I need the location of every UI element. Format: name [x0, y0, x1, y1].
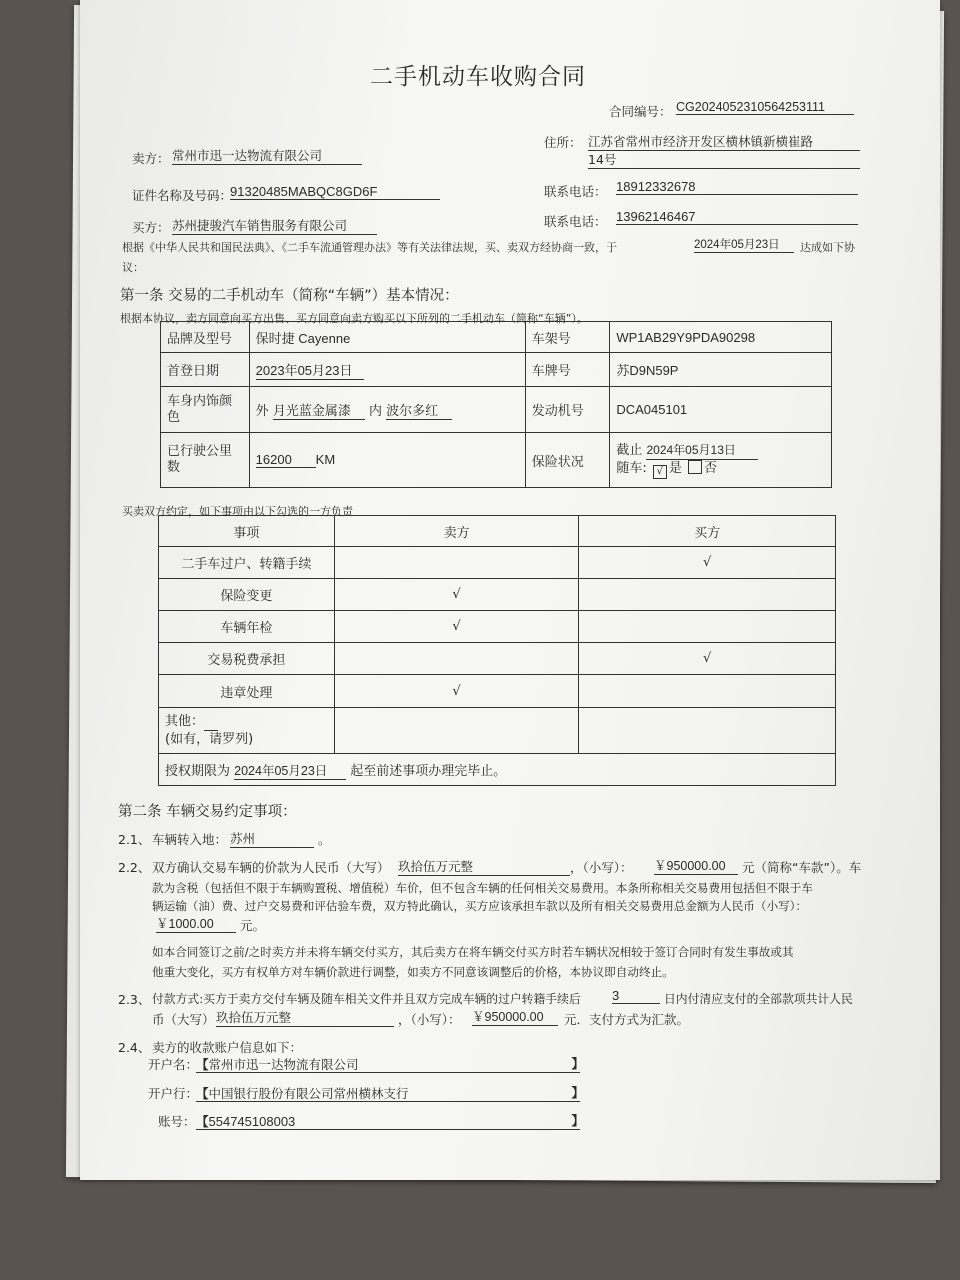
account-name-rbracket: 】: [571, 1056, 584, 1071]
mileage-value: 16200: [256, 452, 316, 468]
interior-prefix: 内: [368, 403, 382, 419]
insurance-yes-checkbox[interactable]: √: [653, 465, 667, 479]
account-no-lbracket: 【: [196, 1114, 209, 1129]
clause-2-4-title: 卖方的收款账户信息如下：: [152, 1040, 303, 1055]
intro-prefix: 根据《中华人民共和国民法典》、《二手车流通管理办法》等有关法律法规，买、卖双方经协商一致，于: [122, 241, 617, 254]
clause-2-3-a: 付款方式:买方于卖方交付车辆及随车相关文件并且双方完成车辆的过户转籍手续后: [152, 992, 581, 1006]
article1-note: 根据本协议，卖方同意向买方出售、买方同意向卖方购买以下所列的二手机动车（简称“车辆”）。: [120, 312, 588, 325]
reg-date-value: 2023年05月23日: [256, 360, 364, 380]
vin-value: WP1AB29Y9PDA90298: [610, 322, 832, 353]
clause-2-2-a: 双方确认交易车辆的价款为人民币（大写）: [152, 860, 390, 875]
clause-2-2-line3: 辆运输（油）费、过户交易费和评估验车费，双方特此确认，买方应该承担车款以及所有相关交易费用总金额为人民币（小写）：: [152, 899, 808, 913]
duty-buyer-mark: [579, 675, 836, 708]
bank-lbracket: 【: [196, 1086, 209, 1101]
bank-label: 开户行：: [148, 1086, 199, 1101]
responsibility-table: [158, 515, 836, 786]
duty-seller-mark: [334, 643, 579, 675]
account-name-lbracket: 【: [196, 1057, 209, 1072]
intro-suffix: 达成如下协: [800, 241, 855, 254]
clause-2-3-d: ，（小写）：: [398, 1012, 461, 1027]
address-line2: 14号: [588, 150, 860, 169]
buyer-phone-value: 13962146467: [616, 209, 858, 225]
account-no-rbracket: 】: [571, 1113, 584, 1128]
insurance-no-label: 否: [704, 460, 718, 476]
intro-date: 2024年05月23日: [694, 236, 794, 253]
fee-end: 元。: [240, 918, 266, 933]
duty-header-item: 事项: [159, 516, 335, 547]
auth-date: 2024年05月23日: [234, 761, 346, 780]
duty-buyer-mark: √: [579, 643, 836, 675]
clause-2-2-p2-line2: 他重大变化，买方有权单方对车辆价款进行调整，如卖方不同意该调整后的价格，本协议即自动终止。: [152, 965, 674, 979]
exterior-color: 月光蓝金属漆: [273, 400, 365, 420]
insurance-yes-label: 是: [668, 460, 682, 476]
seller-phone-value: 18912332678: [616, 179, 858, 195]
duty-item: 交易税费承担: [159, 643, 335, 675]
clause-2-1-label: 车辆转入地：: [152, 832, 228, 847]
duty-item: 违章处理: [159, 675, 335, 708]
reg-date-label: 首登日期: [161, 353, 250, 387]
price-upper: 玖拾伍万元整: [398, 857, 570, 876]
plate-value: 苏D9N59P: [610, 353, 832, 387]
duty-item: 车辆年检: [159, 611, 335, 643]
account-name-value: 常州市迅一达物流有限公司: [208, 1057, 359, 1072]
duty-note: 买卖双方约定，如下事项由以下勾选的一方负责: [122, 505, 353, 518]
payment-days: 3: [612, 988, 660, 1004]
contract-no-label: 合同编号：: [609, 104, 672, 119]
mileage-unit: KM: [315, 452, 336, 467]
clause-2-2-b: ，（小写）：: [570, 860, 633, 875]
seller-value: 常州市迅一达物流有限公司: [172, 146, 362, 165]
insurance-prefix: 截止: [616, 442, 643, 458]
buyer-label: 买方：: [132, 220, 170, 235]
duty-header-buyer: 买方: [579, 516, 836, 547]
price-lower: ￥950000.00: [654, 856, 738, 875]
clause-2-4-no: 2.4、: [118, 1040, 151, 1055]
insurance-label: 保险状况: [525, 433, 610, 488]
exterior-prefix: 外: [255, 403, 269, 419]
bank-value: 中国银行股份有限公司常州横林支行: [208, 1086, 409, 1101]
clause-2-1-end: 。: [318, 832, 331, 847]
mileage-label-2: 数: [167, 460, 181, 475]
duty-buyer-mark: √: [579, 547, 836, 579]
insurance-no-checkbox[interactable]: [688, 460, 702, 474]
clause-2-2-line2: 款为含税（包括但不限于车辆购置税、增值税）车价，但不包含车辆的任何相关交易费用。本条所称相关交易费用包括但不限于车: [152, 881, 813, 895]
duty-item: 保险变更: [159, 579, 335, 611]
duty-other-hint: (如有，请罗列): [165, 732, 254, 747]
vehicle-info-table: [160, 321, 832, 488]
buyer-phone-label: 联系电话：: [544, 214, 607, 229]
contract-title: 二手机动车收购合同: [370, 64, 586, 90]
bank-field: [196, 1083, 584, 1102]
cert-label: 证件名称及号码：: [132, 188, 233, 203]
duty-other-buyer: [579, 708, 836, 754]
article2-title: 第二条 车辆交易约定事项：: [118, 804, 297, 820]
duty-seller-mark: √: [334, 611, 579, 643]
engine-label: 发动机号: [525, 387, 610, 433]
account-name-field: [196, 1054, 584, 1073]
duty-buyer-mark: [579, 579, 836, 611]
clause-2-2-p2-line1: 如本合同签订之前/之时卖方并未将车辆交付买方，其后卖方在将车辆交付买方时若车辆状况相较于签订合同时有发生事故或其: [152, 945, 794, 959]
duty-other-label: 其他：: [165, 714, 205, 729]
contract-no-value: CG20240523105642531​11: [676, 100, 854, 115]
transfer-destination: 苏州: [230, 829, 314, 848]
total-upper: 玖拾伍万元整: [216, 1008, 394, 1027]
clause-2-3-no: 2.3、: [118, 992, 151, 1007]
brand-label: 品牌及型号: [161, 322, 250, 353]
clause-2-2-c: 元（简称“车款”）。车: [742, 860, 862, 875]
account-no-field: [196, 1111, 584, 1130]
engine-value: DCA045101: [610, 387, 832, 433]
clause-2-1-no: 2.1、: [118, 832, 151, 847]
buyer-value: 苏州捷骏汽车销售服务有限公司: [172, 216, 377, 235]
brand-value: 保时捷 Cayenne: [249, 322, 525, 353]
account-no-label: 账号：: [158, 1114, 196, 1129]
mileage-label-1: 已行驶公里: [167, 444, 233, 459]
fee-amount: ￥1000.00: [156, 914, 236, 933]
total-lower: ￥950000.00: [472, 1007, 558, 1026]
vin-label: 车架号: [525, 322, 610, 353]
auth-prefix: 授权期限为: [165, 763, 231, 779]
article1-title: 第一条 交易的二手机动车（简称“车辆”）基本情况：: [120, 288, 459, 304]
insurance-follow-label: 随车:: [616, 460, 647, 476]
color-label-1: 车身内饰颜: [167, 393, 233, 409]
interior-color: 波尔多红: [386, 400, 452, 420]
seller-label: 卖方：: [132, 151, 170, 166]
clause-2-3-c: 币（大写）: [152, 1012, 215, 1027]
duty-other-seller: [334, 708, 579, 754]
duty-seller-mark: [334, 547, 579, 579]
address-line1: 江苏省常州市经济开发区横林镇新横崔路: [588, 132, 860, 151]
insurance-date: 2024年05月13日: [646, 442, 758, 460]
duty-seller-mark: √: [334, 579, 579, 611]
clause-2-2-no: 2.2、: [118, 860, 151, 875]
plate-label: 车牌号: [525, 353, 610, 387]
account-name-label: 开户名：: [148, 1057, 199, 1072]
duty-item: 二手车过户、转籍手续: [159, 547, 335, 579]
auth-suffix: 起至前述事项办理完毕止。: [350, 763, 507, 779]
intro-line2: 议：: [122, 261, 144, 274]
duty-header-seller: 卖方: [334, 516, 579, 547]
clause-2-3-e: 元．支付方式为汇款。: [564, 1012, 690, 1027]
seller-phone-label: 联系电话：: [544, 184, 607, 199]
contract-page: [80, 0, 940, 1180]
color-label-2: 色: [167, 409, 181, 425]
cert-value: 91320485MABQC8GD6F: [230, 184, 440, 200]
account-no-value: 554745108003: [208, 1114, 296, 1129]
bank-rbracket: 】: [571, 1085, 584, 1100]
duty-seller-mark: √: [334, 675, 579, 708]
duty-buyer-mark: [579, 611, 836, 643]
address-label: 住所：: [544, 135, 582, 150]
clause-2-3-b: 日内付清应支付的全部款项共计人民: [664, 992, 853, 1006]
